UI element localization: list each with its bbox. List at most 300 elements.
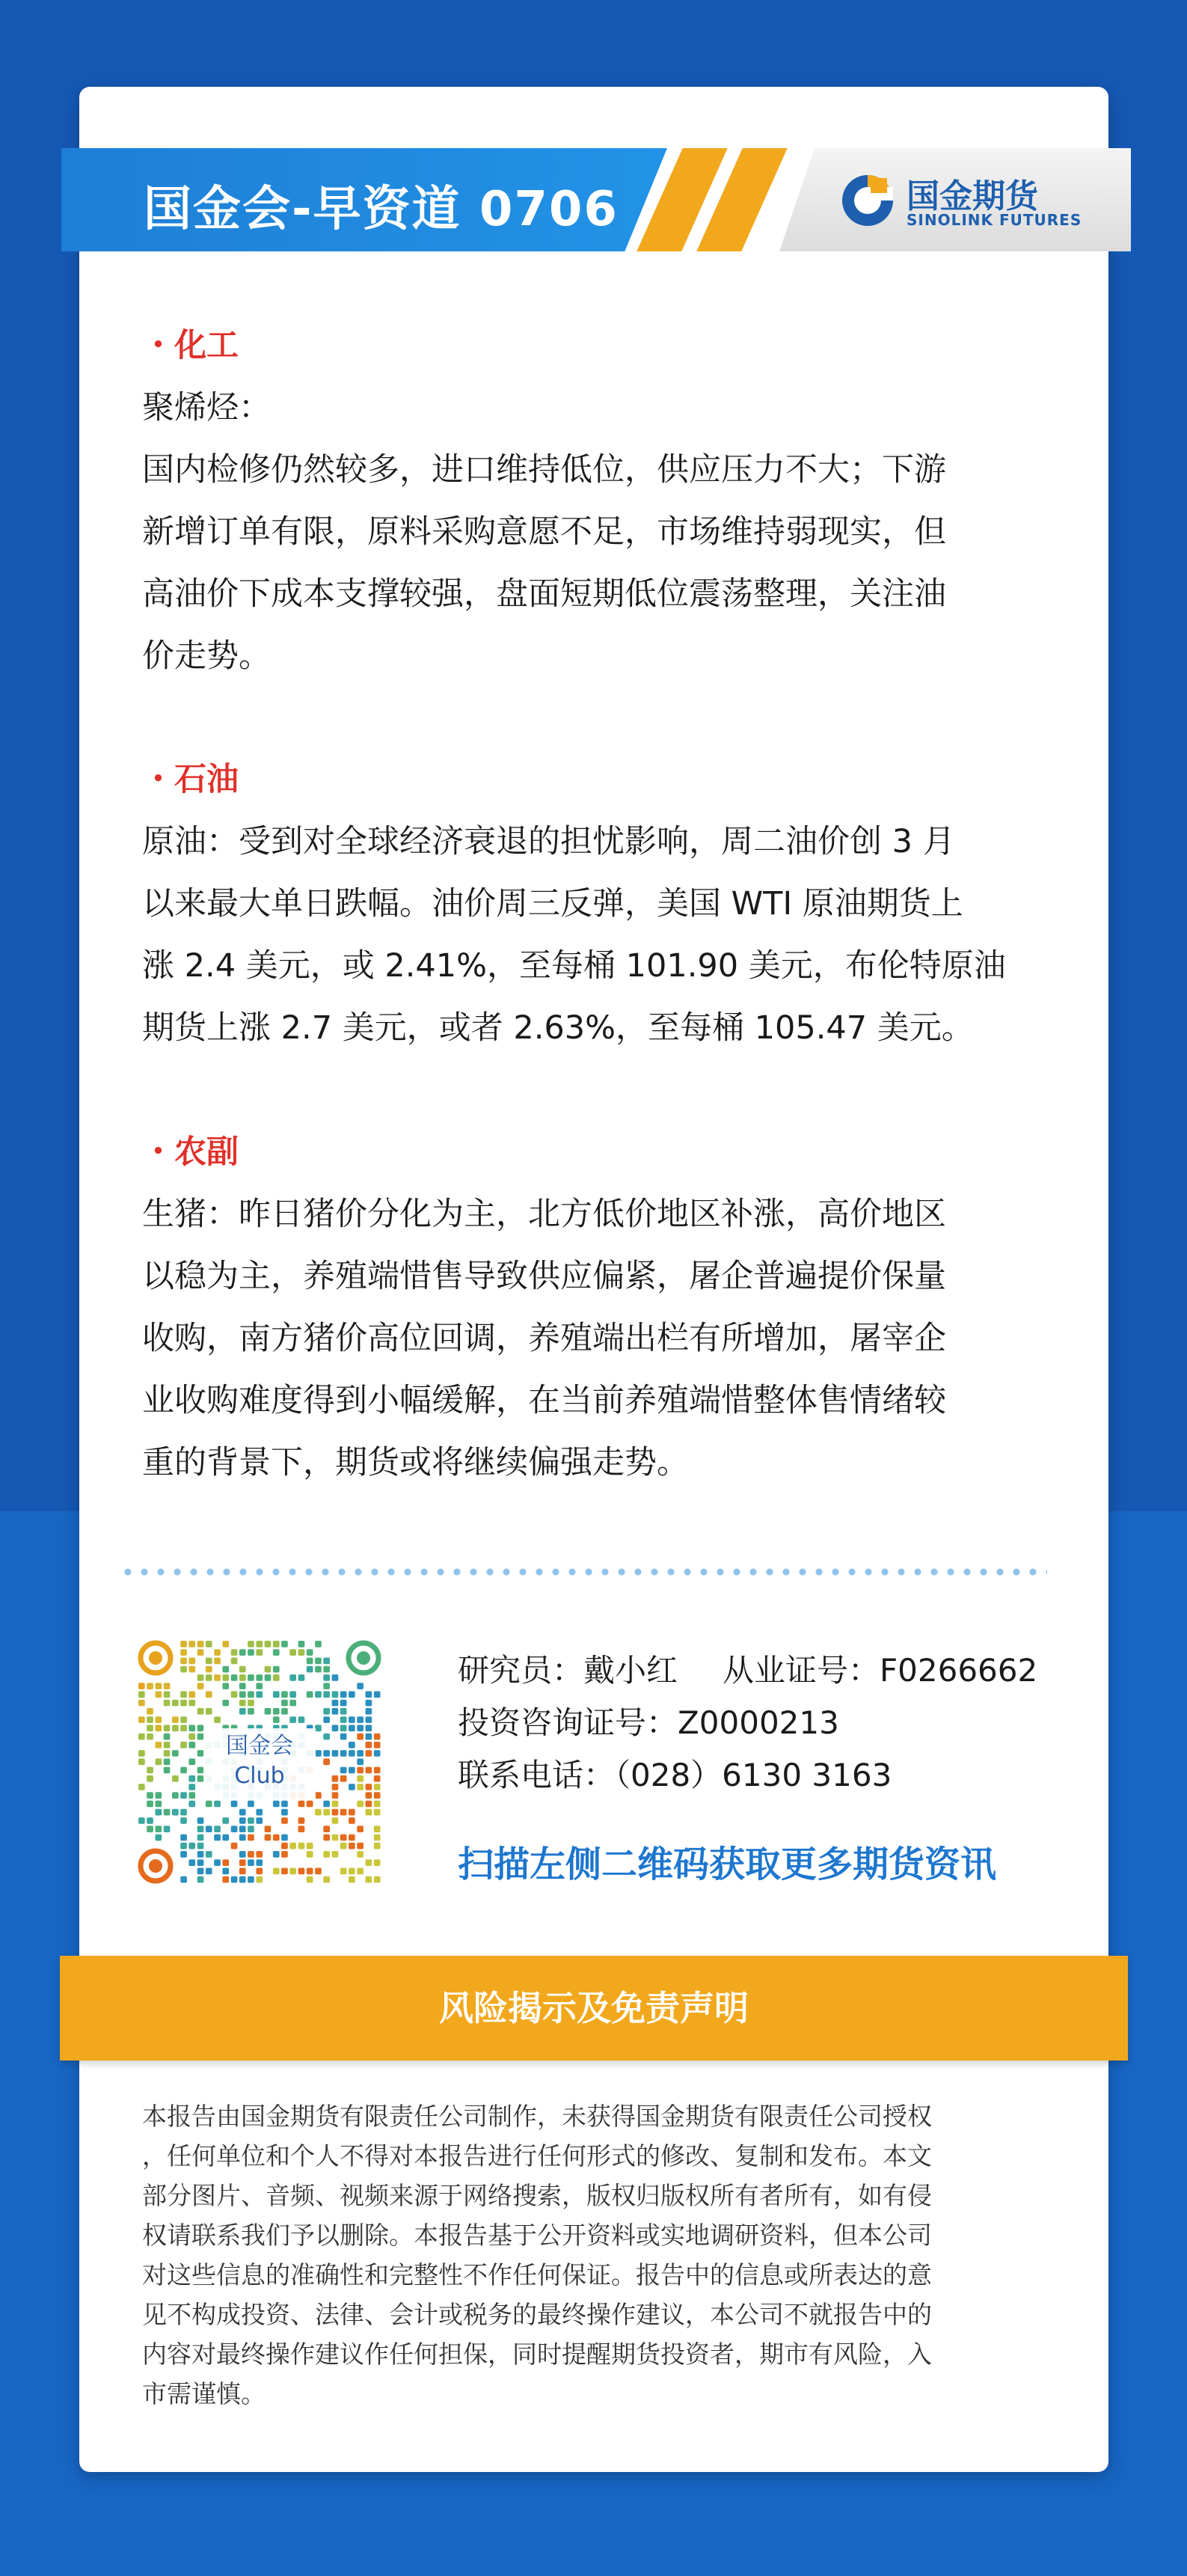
qr-module xyxy=(374,1784,381,1790)
disclaimer-line: 权请联系我们予以删除。本报告基于公开资料或实地调研资料，但本公司 xyxy=(142,2221,932,2250)
qr-module xyxy=(289,1716,296,1723)
qr-module xyxy=(374,1801,381,1808)
disclaimer-text xyxy=(142,2096,1055,2414)
section-title: ・农副 xyxy=(142,1133,239,1171)
qr-module xyxy=(332,1835,339,1841)
qr-module xyxy=(349,1809,355,1816)
qr-module xyxy=(357,1801,364,1808)
section-body xyxy=(142,1184,1055,1494)
qr-module xyxy=(188,1691,195,1698)
qr-module xyxy=(256,1859,263,1866)
qr-module xyxy=(206,1691,212,1698)
qr-module xyxy=(256,1868,263,1875)
qr-module xyxy=(248,1876,254,1883)
body-line: 聚烯烃： xyxy=(142,389,271,426)
qr-module xyxy=(307,1666,313,1673)
qr-module xyxy=(239,1683,246,1689)
qr-module xyxy=(256,1683,263,1689)
qr-module xyxy=(239,1708,246,1715)
qr-module xyxy=(138,1817,145,1824)
qr-module xyxy=(374,1775,381,1782)
qr-module xyxy=(197,1868,204,1875)
qr-module xyxy=(188,1784,195,1790)
qr-module xyxy=(323,1876,330,1883)
qr-module xyxy=(307,1868,313,1875)
qr-module xyxy=(231,1826,238,1832)
qr-module xyxy=(323,1750,330,1757)
qr-module xyxy=(315,1658,322,1665)
qr-module xyxy=(239,1700,246,1707)
qr-module xyxy=(156,1835,162,1841)
body-line: 国内检修仍然较多，进口维持低位，供应压力不大；下游 xyxy=(142,451,946,489)
qr-module xyxy=(332,1708,339,1715)
scan-prompt: 扫描左侧二维码获取更多期货资讯 xyxy=(458,1844,997,1885)
qr-module xyxy=(180,1666,187,1673)
qr-module xyxy=(366,1734,372,1740)
qr-module xyxy=(197,1843,204,1850)
qr-module xyxy=(180,1700,187,1707)
qr-module xyxy=(289,1700,296,1707)
qr-module xyxy=(188,1700,195,1707)
qr-module xyxy=(231,1649,238,1656)
qr-module xyxy=(156,1691,162,1698)
qr-module xyxy=(239,1826,246,1832)
qr-module xyxy=(222,1641,229,1648)
qr-module xyxy=(172,1716,179,1723)
qr-module xyxy=(164,1767,171,1774)
qr-module xyxy=(289,1691,296,1698)
qr-module xyxy=(248,1708,254,1715)
qr-module xyxy=(323,1758,330,1765)
qr-module xyxy=(180,1725,187,1731)
qr-module xyxy=(138,1734,145,1740)
qr-module xyxy=(248,1674,254,1681)
qr-module xyxy=(180,1835,187,1841)
qr-center-label xyxy=(203,1728,316,1799)
contact-row-phone: 联系电话：（028）6130 3163 xyxy=(458,1757,892,1793)
qr-module xyxy=(366,1784,372,1790)
qr-module xyxy=(156,1809,162,1816)
qr-module xyxy=(239,1876,246,1883)
qr-module xyxy=(188,1666,195,1673)
qr-module xyxy=(366,1801,372,1808)
qr-module xyxy=(180,1792,187,1799)
disclaimer-line: 对这些信息的准确性和完整性不作任何保证。报告中的信息或所表达的意 xyxy=(142,2260,932,2289)
qr-module xyxy=(239,1851,246,1858)
qr-module xyxy=(156,1716,162,1723)
body-line: 收购，南方猪价高位回调，养殖端出栏有所增加，屠宰企 xyxy=(142,1320,946,1357)
qr-module xyxy=(315,1725,322,1731)
qr-module xyxy=(197,1641,204,1648)
qr-module xyxy=(206,1666,212,1673)
dotted-divider xyxy=(120,1566,1047,1578)
qr-module xyxy=(323,1708,330,1715)
qr-module xyxy=(180,1658,187,1665)
qr-module xyxy=(340,1767,347,1774)
researcher-name: 研究员：戴小红 xyxy=(458,1652,678,1689)
qr-module xyxy=(307,1851,313,1858)
sinolink-logo-icon xyxy=(839,172,896,229)
qr-module xyxy=(188,1792,195,1799)
qr-module xyxy=(188,1843,195,1850)
qr-module xyxy=(323,1809,330,1816)
qr-module xyxy=(265,1826,272,1832)
qr-module xyxy=(273,1716,280,1723)
body-line: 价走势。 xyxy=(142,637,271,675)
qr-module xyxy=(366,1876,372,1883)
qr-module xyxy=(323,1683,330,1689)
qr-module xyxy=(323,1658,330,1665)
qr-module xyxy=(323,1674,330,1681)
qr-module xyxy=(357,1775,364,1782)
qr-module xyxy=(340,1843,347,1850)
qr-module xyxy=(315,1641,322,1648)
risk-title: 风险揭示及免责声明 xyxy=(439,1988,749,2028)
qr-module xyxy=(307,1801,313,1808)
qr-module xyxy=(180,1767,187,1774)
qr-module xyxy=(357,1734,364,1740)
qr-module xyxy=(256,1674,263,1681)
qr-module xyxy=(206,1641,212,1648)
qr-module xyxy=(156,1758,162,1765)
qr-module xyxy=(188,1801,195,1808)
qr-module xyxy=(298,1641,305,1648)
qr-module xyxy=(349,1725,355,1731)
qr-module xyxy=(222,1666,229,1673)
qr-module xyxy=(256,1649,263,1656)
body-line: 高油价下成本支撑较强，盘面短期低位震荡整理，关注油 xyxy=(142,575,946,613)
body-line: 期货上涨 2.7 美元，或者 2.63%，至每桶 105.47 美元。 xyxy=(142,1009,974,1047)
qr-module xyxy=(147,1801,153,1808)
qr-module xyxy=(138,1683,145,1689)
qr-module xyxy=(147,1708,153,1715)
qr-module xyxy=(256,1641,263,1648)
qr-module xyxy=(164,1725,171,1731)
qr-module xyxy=(248,1641,254,1648)
qr-module xyxy=(374,1792,381,1799)
qr-module xyxy=(349,1843,355,1850)
qr-module xyxy=(147,1725,153,1731)
qr-module xyxy=(265,1641,272,1648)
qr-module xyxy=(340,1691,347,1698)
qr-module xyxy=(349,1868,355,1875)
qr-module xyxy=(147,1716,153,1723)
license-number: 从业证号：F0266662 xyxy=(723,1652,1038,1689)
qr-module xyxy=(188,1725,195,1731)
qr-module xyxy=(138,1691,145,1698)
qr-module xyxy=(289,1674,296,1681)
qr-module xyxy=(256,1876,263,1883)
qr-module xyxy=(332,1817,339,1824)
qr-module xyxy=(281,1809,288,1816)
disclaimer-line: 见不构成投资、法律、会计或税务的最终操作建议，本公司不就报告中的 xyxy=(142,2300,932,2329)
qr-module xyxy=(273,1868,280,1875)
qr-module xyxy=(248,1691,254,1698)
qr-module xyxy=(340,1700,347,1707)
qr-module xyxy=(222,1674,229,1681)
qr-module xyxy=(231,1658,238,1665)
qr-module xyxy=(197,1835,204,1841)
qr-module xyxy=(156,1792,162,1799)
qr-module xyxy=(349,1784,355,1790)
qr-module xyxy=(256,1809,263,1816)
qr-module xyxy=(147,1683,153,1689)
qr-module xyxy=(197,1649,204,1656)
qr-module xyxy=(138,1700,145,1707)
qr-module xyxy=(273,1801,280,1808)
qr-module xyxy=(231,1801,238,1808)
qr-module xyxy=(315,1666,322,1673)
qr-module xyxy=(138,1784,145,1790)
body-line: 以来最大单日跌幅。油价周三反弹，美国 WTI 原油期货上 xyxy=(142,885,963,923)
qr-module xyxy=(156,1801,162,1808)
qr-module xyxy=(231,1674,238,1681)
qr-module xyxy=(366,1742,372,1749)
qr-module xyxy=(164,1826,171,1832)
qr-module xyxy=(188,1742,195,1749)
qr-module xyxy=(281,1641,288,1648)
qr-module xyxy=(323,1826,330,1832)
qr-module xyxy=(349,1767,355,1774)
qr-module xyxy=(206,1868,212,1875)
qr-module xyxy=(164,1683,171,1689)
qr-module xyxy=(281,1835,288,1841)
qr-module xyxy=(273,1666,280,1673)
qr-module xyxy=(164,1700,171,1707)
qr-code[interactable] xyxy=(138,1640,381,1884)
qr-module xyxy=(332,1809,339,1816)
qr-module xyxy=(188,1658,195,1665)
qr-module xyxy=(239,1809,246,1816)
qr-module xyxy=(180,1716,187,1723)
qr-module xyxy=(147,1767,153,1774)
qr-module xyxy=(357,1750,364,1757)
qr-module xyxy=(374,1742,381,1749)
qr-module xyxy=(239,1817,246,1824)
qr-module xyxy=(357,1784,364,1790)
qr-module xyxy=(172,1750,179,1757)
qr-module xyxy=(374,1835,381,1841)
qr-module xyxy=(256,1817,263,1824)
qr-module xyxy=(332,1725,339,1731)
qr-module xyxy=(332,1691,339,1698)
qr-module xyxy=(197,1817,204,1824)
qr-module xyxy=(374,1826,381,1832)
qr-module xyxy=(357,1758,364,1765)
qr-module xyxy=(265,1708,272,1715)
qr-module xyxy=(147,1792,153,1799)
qr-module xyxy=(188,1859,195,1866)
qr-module xyxy=(323,1801,330,1808)
disclaimer-line: 部分图片、音频、视频来源于网络搜索，版权归版权所有者所有，如有侵 xyxy=(142,2181,932,2210)
qr-module xyxy=(248,1851,254,1858)
qr-module xyxy=(172,1725,179,1731)
qr-module xyxy=(248,1700,254,1707)
qr-module xyxy=(206,1826,212,1832)
qr-module xyxy=(374,1767,381,1774)
qr-module xyxy=(265,1674,272,1681)
qr-module xyxy=(222,1683,229,1689)
qr-module xyxy=(147,1734,153,1740)
qr-module xyxy=(239,1868,246,1875)
qr-module xyxy=(197,1851,204,1858)
qr-module xyxy=(307,1658,313,1665)
qr-module xyxy=(239,1649,246,1656)
qr-module xyxy=(214,1658,221,1665)
qr-module xyxy=(180,1691,187,1698)
qr-module xyxy=(366,1700,372,1707)
section-body xyxy=(142,811,1055,1059)
qr-module xyxy=(349,1716,355,1723)
qr-module xyxy=(315,1868,322,1875)
qr-module xyxy=(323,1691,330,1698)
qr-module xyxy=(273,1691,280,1698)
qr-module xyxy=(289,1868,296,1875)
qr-module xyxy=(281,1851,288,1858)
qr-module xyxy=(206,1801,212,1808)
qr-module xyxy=(323,1851,330,1858)
qr-module xyxy=(214,1716,221,1723)
qr-module xyxy=(265,1666,272,1673)
qr-module xyxy=(206,1851,212,1858)
qr-module xyxy=(357,1851,364,1858)
qr-module xyxy=(340,1708,347,1715)
qr-module xyxy=(206,1674,212,1681)
qr-module xyxy=(188,1734,195,1740)
qr-module xyxy=(289,1649,296,1656)
body-line: 业收购难度得到小幅缓解，在当前养殖端惜整体售情绪较 xyxy=(142,1382,946,1419)
qr-module xyxy=(164,1809,171,1816)
qr-module xyxy=(357,1767,364,1774)
qr-module xyxy=(138,1750,145,1757)
qr-module xyxy=(239,1859,246,1866)
qr-module xyxy=(273,1851,280,1858)
qr-module xyxy=(374,1734,381,1740)
qr-module xyxy=(332,1674,339,1681)
qr-module xyxy=(273,1641,280,1648)
qr-module xyxy=(164,1758,171,1765)
qr-module xyxy=(239,1666,246,1673)
logo-text-cn: 国金期货 xyxy=(907,177,1038,215)
qr-module xyxy=(281,1801,288,1808)
qr-module xyxy=(197,1859,204,1866)
qr-module xyxy=(340,1725,347,1731)
qr-module xyxy=(374,1809,381,1816)
qr-module xyxy=(231,1691,238,1698)
disclaimer-line: 本报告由国金期货有限责任公司制作，未获得国金期货有限责任公司授权 xyxy=(142,2102,932,2131)
qr-module xyxy=(206,1658,212,1665)
qr-module xyxy=(222,1876,229,1883)
qr-module xyxy=(298,1674,305,1681)
qr-module xyxy=(147,1826,153,1832)
logo-text-en: SINOLINK FUTURES xyxy=(907,211,1082,229)
contact-row-researcher xyxy=(458,1648,1161,1693)
qr-module xyxy=(349,1750,355,1757)
qr-module xyxy=(248,1817,254,1824)
qr-module xyxy=(248,1801,254,1808)
qr-module xyxy=(340,1868,347,1875)
qr-module xyxy=(273,1835,280,1841)
qr-module xyxy=(332,1851,339,1858)
qr-module xyxy=(256,1851,263,1858)
qr-module xyxy=(332,1775,339,1782)
section-agri xyxy=(142,1121,1055,1494)
qr-module xyxy=(366,1750,372,1757)
body-line: 新增订单有限，原料采购意愿不足，市场维持弱现实，但 xyxy=(142,513,946,551)
qr-module xyxy=(298,1716,305,1723)
qr-module xyxy=(180,1742,187,1749)
qr-module xyxy=(239,1835,246,1841)
qr-module xyxy=(180,1649,187,1656)
qr-module xyxy=(298,1649,305,1656)
qr-module xyxy=(239,1674,246,1681)
disclaimer-line: 市需谨慎。 xyxy=(142,2379,266,2408)
qr-module xyxy=(222,1700,229,1707)
contact-row-consult: 投资咨询证号：Z0000213 xyxy=(458,1704,839,1741)
qr-module xyxy=(323,1716,330,1723)
qr-module xyxy=(332,1801,339,1808)
qr-module xyxy=(298,1843,305,1850)
qr-module xyxy=(298,1817,305,1824)
qr-module xyxy=(307,1691,313,1698)
qr-module xyxy=(307,1843,313,1850)
qr-module xyxy=(164,1734,171,1740)
disclaimer-line: 内容对最终操作建议作任何担保，同时提醒期货投资者，期市有风险，入 xyxy=(142,2340,932,2369)
qr-module xyxy=(147,1817,153,1824)
qr-module xyxy=(315,1809,322,1816)
qr-module xyxy=(366,1716,372,1723)
qr-module xyxy=(248,1649,254,1656)
qr-module xyxy=(172,1809,179,1816)
qr-module xyxy=(197,1674,204,1681)
qr-module xyxy=(349,1817,355,1824)
qr-module xyxy=(273,1674,280,1681)
qr-module xyxy=(357,1843,364,1850)
qr-module xyxy=(248,1835,254,1841)
qr-module xyxy=(281,1708,288,1715)
qr-module xyxy=(374,1843,381,1850)
qr-module xyxy=(180,1809,187,1816)
qr-module xyxy=(340,1809,347,1816)
qr-module xyxy=(289,1843,296,1850)
qr-module xyxy=(256,1691,263,1698)
qr-module xyxy=(222,1835,229,1841)
qr-module xyxy=(197,1708,204,1715)
qr-module xyxy=(298,1868,305,1875)
qr-module xyxy=(164,1742,171,1749)
qr-module xyxy=(323,1835,330,1841)
qr-module xyxy=(188,1758,195,1765)
qr-module xyxy=(298,1801,305,1808)
qr-module xyxy=(357,1683,364,1689)
risk-banner xyxy=(60,1956,1128,2061)
qr-module xyxy=(340,1734,347,1740)
section-chemical xyxy=(142,314,1055,688)
header-banner xyxy=(61,148,1131,251)
qr-module xyxy=(172,1775,179,1782)
qr-module xyxy=(239,1691,246,1698)
qr-module xyxy=(332,1750,339,1757)
section-title: ・石油 xyxy=(142,761,239,798)
qr-module xyxy=(138,1758,145,1765)
qr-module xyxy=(357,1725,364,1731)
qr-module xyxy=(206,1708,212,1715)
qr-module xyxy=(332,1784,339,1790)
qr-module xyxy=(222,1817,229,1824)
qr-module xyxy=(248,1826,254,1832)
qr-module xyxy=(222,1868,229,1875)
qr-module xyxy=(374,1750,381,1757)
